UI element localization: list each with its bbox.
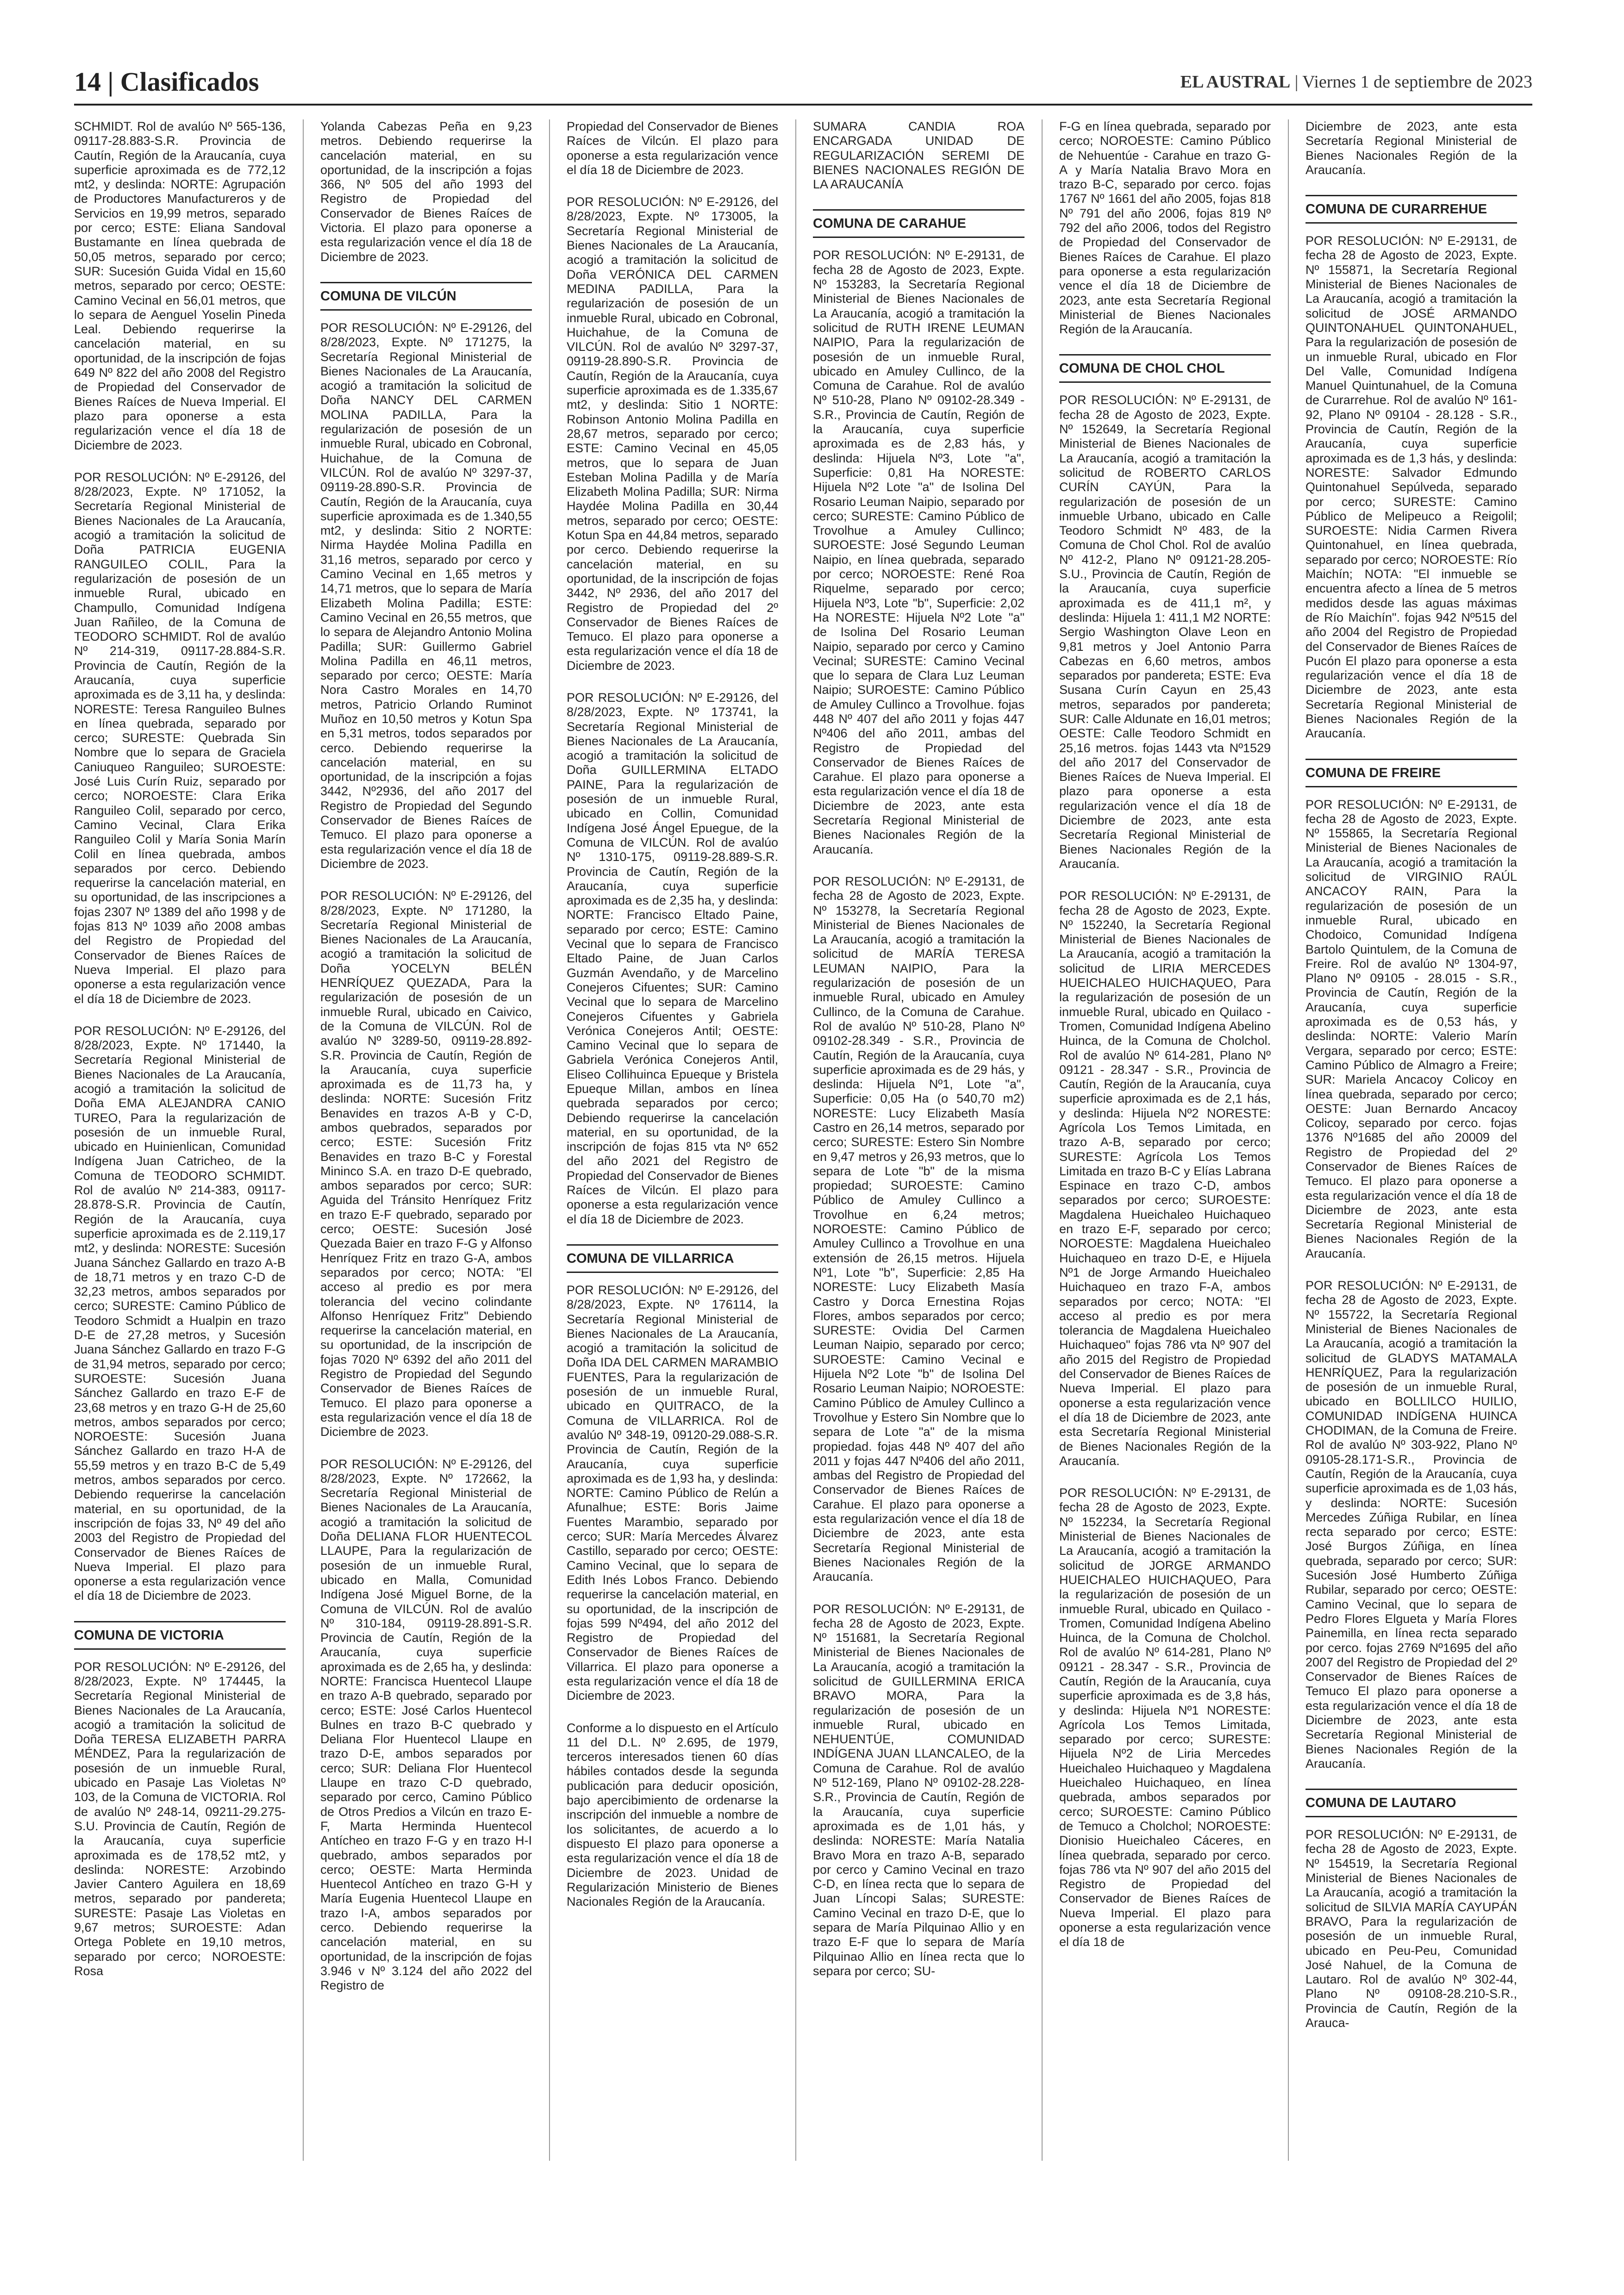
issue-date: Viernes 1 de septiembre de 2023 <box>1302 72 1532 92</box>
column-3 <box>567 119 778 2230</box>
column-6 <box>1305 119 1517 2230</box>
legal-notice: POR RESOLUCIÓN: Nº E-29131, de fecha 28 de Agosto de 2023, Expte. Nº 155871, la Secretaría Regional Ministerial de Bienes Nacionales de La Araucanía, acogió a tramitación la solicitud de JOSÉ ARMANDO QUINTONAHUEL QUINTONAHUEL, Para la regularización de posesión de un inmueble Rural, ubicado en Flor Del Valle, Comunidad Indígena Manuel Quintunahuel, de la Comuna de Curarrehue. Rol de avalúo Nº 161-92, Plano Nº 09104 - 28.128 - S.R., Provincia de Cautín, Región de la Araucanía, cuya superficie aproximada es de 1,3 hás, y deslinda: NORESTE: Salvador Edmundo Quintonahuel Sepúlveda, separado por cerco; SURESTE: Camino Público de Melipeuco a Reigolil; SUROESTE: Nidia Carmen Rivera Quintonahuel, en línea quebrada, separado por cerco; NOROESTE: Río Maichín; NOTA: "El inmueble se encuentra afecto a línea de 5 metros medidos desde las aguas máximas de Río Maichín". fojas 942 Nº515 del año 2004 del Registro de Propiedad del Conservador de Bienes Raíces de Pucón El plazo para oponerse a esta regularización vence el día 18 de Diciembre de 2023, ante esta Secretaría Regional Ministerial de Bienes Nacionales Región de la Araucanía. <box>1305 234 1517 741</box>
column-divider <box>1288 119 1289 2161</box>
commune-heading: COMUNA DE VICTORIA <box>74 1621 286 1650</box>
column-4 <box>813 119 1024 2230</box>
legal-notice: POR RESOLUCIÓN: Nº E-29131, de fecha 28 de Agosto de 2023, Expte. Nº 152649, la Secretaría Regional Ministerial de Bienes Nacionales de La Araucanía, acogió a tramitación la solicitud de ROBERTO CARLOS CURÍN CAYÚN, Para la regularización de posesión de un inmueble Urbano, ubicado en Calle Teodoro Schmidt Nº 483, de la Comuna de Chol Chol. Rol de avalúo Nº 412-2, Plano Nº 09121-28.205-S.U., Provincia de Cautín, Región de la Araucanía, cuya superficie aproximada es de 411,1 m², y deslinda: Hijuela 1: 411,1 M2 NORTE: Sergio Washington Olave Leon en 9,81 metros y Joel Antonio Parra Cabezas en 6,60 metros, ambos separados por pandereta; ESTE: Eva Susana Curín Cayun en 25,43 metros, separados por pandereta; SUR: Calle Aldunate en 16,01 metros; OESTE: Calle Teodoro Schmidt en 25,16 metros. fojas 1443 vta Nº1529 del año 2017 del Conservador de Bienes Raíces de Nueva Imperial. El plazo para oponerse a esta regularización vence el día 18 de Diciembre de 2023, ante esta Secretaría Regional Ministerial de Bienes Nacionales Región de la Araucanía. <box>1059 393 1271 871</box>
legal-notice: SUMARA CANDIA ROA ENCARGADA UNIDAD DE REGULARIZACIÓN SEREMI DE BIENES NACIONALES REGIÓN DE LA ARAUCANÍA <box>813 119 1024 192</box>
header-rule <box>74 104 1532 106</box>
legal-notice: Propiedad del Conservador de Bienes Raíces de Vilcún. El plazo para oponerse a esta regularización vence el día 18 de Diciembre de 2023. <box>567 119 778 177</box>
legal-notice: POR RESOLUCIÓN: Nº E-29126, del 8/28/2023, Expte. Nº 172662, la Secretaría Regional Ministerial de Bienes Nacionales de La Araucanía, acogió a tramitación la solicitud de Doña DELIANA FLOR HUENTECOL LLAUPE, Para la regularización de posesión de un inmueble Rural, ubicado en Malla, Comunidad Indígena José Miguel Borne, de la Comuna de VILCÚN. Rol de avalúo Nº 310-184, 09119-28.891-S.R. Provincia de Cautín, Región de la Araucanía, cuya superficie aproximada es de 2,65 ha, y deslinda: NORTE: Francisca Huentecol Llaupe en trazo A-B quebrado, separado por cerco; ESTE: José Carlos Huentecol Bulnes en trazo B-C quebrado y Deliana Flor Huentecol Llaupe en trazo D-E, ambos separados por cerco; SUR: Deliana Flor Huentecol Llaupe en trazo C-D quebrado, separado por cerco, Camino Público de Otros Predios a Vilcún en trazo E-F, Marta Herminda Huentecol Antícheo en trazo F-G y en trazo H-I quebrado, ambos separados por cerco; OESTE: Marta Herminda Huentecol Antícheo en trazo G-H y María Eugenia Huentecol Llaupe en trazo I-A, ambos separados por cerco. Debiendo requerirse la cancelación material, en su oportunidad, de la inscripción de fojas 3.946 v Nº 3.124 del año 2022 del Registro de <box>320 1457 532 1993</box>
commune-heading: COMUNA DE CARAHUE <box>813 209 1024 238</box>
commune-heading: COMUNA DE CURARREHUE <box>1305 195 1517 224</box>
publication-info: EL AUSTRAL | Viernes 1 de septiembre de 2023 <box>1180 72 1532 92</box>
legal-notice: POR RESOLUCIÓN: Nº E-29131, de fecha 28 de Agosto de 2023, Expte. Nº 151681, la Secretaría Regional Ministerial de Bienes Nacionales de La Araucanía, acogió a tramitación la solicitud de GUILLERMINA ERICA BRAVO MORA, Para la regularización de posesión de un inmueble Rural, ubicado en NEHUENTÚE, COMUNIDAD INDÍGENA JUAN LLANCALEO, de la Comuna de Carahue. Rol de avalúo Nº 512-169, Plano Nº 09102-28.228-S.R., Provincia de Cautín, Región de la Araucanía, cuya superficie aproximada es de 1,01 hás, y deslinda: NORESTE: María Natalia Bravo Mora en trazo A-B, separado por cerco y Camino Vecinal en trazo C-D, en línea recta que lo separa de Juan Líncopi Salas; SURESTE: Camino Vecinal en trazo D-E, que lo separa de María Pilquinao Allio y en trazo E-F que lo separa de María Pilquinao Allio en línea recta que lo separa por cerco; SU- <box>813 1602 1024 1978</box>
legal-notice: POR RESOLUCIÓN: Nº E-29126, del 8/28/2023, Expte. Nº 173005, la Secretaría Regional Ministerial de Bienes Nacionales de La Araucanía, acogió a tramitación la solicitud de Doña VERÓNICA DEL CARMEN MEDINA PADILLA, Para la regularización de posesión de un inmueble Rural, ubicado en Cobronal, Huichahue, de la Comuna de VILCÚN. Rol de avalúo Nº 3297-37, 09119-28.890-S.R. Provincia de Cautín, Región de la Araucanía, cuya superficie aproximada es de 1.335,67 mt2, y deslinda: Sitio 1 NORTE: Robinson Antonio Molina Padilla en 28,67 metros, separado por cerco; ESTE: Camino Vecinal en 45,05 metros, que lo separa de Juan Esteban Molina Padilla y de María Elizabeth Molina Padilla; SUR: Nirma Haydée Molina Padilla en 30,44 metros, separado por cerco; OESTE: Kotun Spa en 44,84 metros, separado por cerco. Debiendo requerirse la cancelación material, en su oportunidad, de la inscripción de fojas 3442, Nº 2936, del año 2017 del Registro de Propiedad del 2º Conservador de Bienes Raíces de Temuco. El plazo para oponerse a esta regularización vence el día 18 de Diciembre de 2023. <box>567 195 778 673</box>
legal-notice: POR RESOLUCIÓN: Nº E-29131, de fecha 28 de Agosto de 2023, Expte. Nº 153283, la Secretaría Regional Ministerial de Bienes Nacionales de La Araucanía, acogió a tramitación la solicitud de RUTH IRENE LEUMAN NAIPIO, Para la regularización de posesión de un inmueble Rural, ubicado en Amuley Cullinco, de la Comuna de Carahue. Rol de avalúo Nº 510-28, Plano Nº 09102-28.349 - S.R., Provincia de Cautín, Región de la Araucanía, cuya superficie aproximada es de 2,83 hás, y deslinda: Hijuela Nº3, Lote "a", Superficie: 0,81 Ha NORESTE: Hijuela Nº2 Lote "a" de Isolina Del Rosario Leuman Naipio, separado por cerco; SURESTE: Camino Público de Trovolhue a Amuley Cullinco; SUROESTE: José Segundo Leuman Naipio, en línea quebrada, separado por cerco; NOROESTE: René Roa Riquelme, separado por cerco; Hijuela Nº3, Lote "b", Superficie: 2,02 Ha NORESTE: Hijuela Nº2 Lote "a" de Isolina Del Rosario Leuman Naipio, separado por cerco y Camino Vecinal; SURESTE: Camino Vecinal que lo separa de Clara Luz Leuman Naipio; SUROESTE: Camino Público de Amuley Cullinco a Trovolhue. fojas 448 Nº 407 del año 2011 y fojas 447 Nº406 del año 2011, ambas del Registro de Propiedad del Conservador de Bienes Raíces de Carahue. El plazo para oponerse a esta regularización vence el día 18 de Diciembre de 2023, ante esta Secretaría Regional Ministerial de Bienes Nacionales Región de la Araucanía. <box>813 248 1024 856</box>
legal-notice: POR RESOLUCIÓN: Nº E-29126, del 8/28/2023, Expte. Nº 171275, la Secretaría Regional Ministerial de Bienes Nacionales de La Araucanía, acogió a tramitación la solicitud de Doña NANCY DEL CARMEN MOLINA PADILLA, Para la regularización de posesión de un inmueble Rural, ubicado en Cobronal, Huichahue, de la Comuna de VILCÚN. Rol de avalúo Nº 3297-37, 09119-28.890-S.R. Provincia de Cautín, Región de la Araucanía, cuya superficie aproximada es de 1.340,55 mt2, y deslinda: Sitio 2 NORTE: Nirma Haydée Molina Padilla en 31,16 metros, separado por cerco y Camino Vecinal en 1,65 metros y 14,71 metros, que lo separa de María Elizabeth Molina Padilla; ESTE: Camino Vecinal en 26,55 metros, que lo separa de Alejandro Antonio Molina Padilla; SUR: Guillermo Gabriel Molina Padilla en 46,11 metros, separado por cerco; OESTE: María Nora Castro Morales en 14,70 metros, Patricio Orlando Ruminot Muñoz en 10,50 metros y Kotun Spa en 5,31 metros, todos separados por cerco. Debiendo requerirse la cancelación material, en su oportunidad, de la inscripción a fojas 3442, Nº2936, del año 2017 del Registro de Propiedad del Segundo Conservador de Bienes Raíces de Temuco. El plazo para oponerse a esta regularización vence el día 18 de Diciembre de 2023. <box>320 320 532 871</box>
legal-notice: POR RESOLUCIÓN: Nº E-29131, de fecha 28 de Agosto de 2023, Expte. Nº 152240, la Secretaría Regional Ministerial de Bienes Nacionales de La Araucanía, acogió a tramitación la solicitud de LIRIA MERCEDES HUEICHALEO HUICHAQUEO, Para la regularización de posesión de un inmueble Rural, ubicado en Quilaco - Tromen, Comunidad Indígena Abelino Huinca, de la Comuna de Cholchol. Rol de avalúo Nº 614-281, Plano Nº 09121 - 28.347 - S.R., Provincia de Cautín, Región de la Araucanía, cuya superficie aproximada es de 2,1 hás, y deslinda: Hijuela Nº2 NORESTE: Agrícola Los Temos Limitada, en trazo A-B, separado por cerco; SURESTE: Agrícola Los Temos Limitada en trazo B-C y Elías Labrana Espinace en trazo C-D, ambos separados por cerco; SUROESTE: Magdalena Hueichaleo Huichaqueo en trazo E-F, separado por cerco; NOROESTE: Magdalena Hueichaleo Huichaqueo en trazo D-E, e Hijuela Nº1 de Jorge Armando Hueichaleo Huichaqueo en trazo F-A, ambos separados por cerco; NOTA: "El acceso al predio es por mera tolerancia de Magdalena Hueichaleo Huichaqueo" fojas 786 vta Nº 907 del año 2015 del Registro de Propiedad del Conservador de Bienes Raíces de Nueva Imperial. El plazo para oponerse a esta regularización vence el día 18 de Diciembre de 2023, ante esta Secretaría Regional Ministerial de Bienes Nacionales Región de la Araucanía. <box>1059 889 1271 1468</box>
column-divider <box>1042 119 1043 2161</box>
legal-notice: POR RESOLUCIÓN: Nº E-29126, del 8/28/2023, Expte. Nº 173741, la Secretaría Regional Ministerial de Bienes Nacionales de La Araucanía, acogió a tramitación la solicitud de Doña GUILLERMINA ELTADO PAINE, Para la regularización de posesión de un inmueble Rural, ubicado en Collin, Comunidad Indígena José Ángel Epuegue, de la Comuna de VILCÚN. Rol de avalúo Nº 1310-175, 09119-28.889-S.R. Provincia de Cautín, Región de la Araucanía, cuya superficie aproximada es de 2,35 ha, y deslinda: NORTE: Francisco Eltado Paine, separado por cerco; ESTE: Camino Vecinal que lo separa de Francisco Eltado Paine, de Juan Carlos Guzmán Avendaño, y de Marcelino Conejeros Cifuentes; SUR: Camino Vecinal que lo separa de Marcelino Conejeros Cifuentes y Gabriela Verónica Conejeros Antil; OESTE: Camino Vecinal que lo separa de Gabriela Verónica Conejeros Antil, Eliseo Collihuinca Epueque y Bristela Epueque Millan, ambos en línea quebrada separados por cerco; Debiendo requerirse la cancelación material, en su oportunidad, de la inscripción de fojas 815 vta Nº 652 del año 2021 del Registro de Propiedad del Conservador de Bienes Raíces de Vilcún. El plazo para oponerse a esta regularización vence el día 18 de Diciembre de 2023. <box>567 690 778 1226</box>
section-title: Clasificados <box>120 67 259 97</box>
column-1 <box>74 119 286 2230</box>
commune-heading: COMUNA DE FREIRE <box>1305 759 1517 787</box>
column-divider <box>549 119 550 2161</box>
commune-heading: COMUNA DE VILLARRICA <box>567 1244 778 1273</box>
legal-notice: Yolanda Cabezas Peña en 9,23 metros. Debiendo requerirse la cancelación material, en su oportunidad, de la inscripción a fojas 366, Nº 505 del año 1993 del Registro de Propiedad del Conservador de Bienes Raíces de Victoria. El plazo para oponerse a esta regularización vence el día 18 de Diciembre de 2023. <box>320 119 532 264</box>
legal-notice: F-G en línea quebrada, separado por cerco; NOROESTE: Camino Público de Nehuentúe - Carahue en trazo G-A y María Natalia Bravo Mora en trazo B-C, separado por cerco. fojas 1767 Nº 1661 del año 2005, fojas 818 Nº 791 del año 2006, fojas 819 Nº 792 del año 2006, todos del Registro de Propiedad del Conservador de Bienes Raíces de Carahue. El plazo para oponerse a esta regularización vence el día 18 de Diciembre de 2023, ante esta Secretaría Regional Ministerial de Bienes Nacionales Región de la Araucanía. <box>1059 119 1271 337</box>
legal-notice: SCHMIDT. Rol de avalúo Nº 565-136, 09117-28.883-S.R. Provincia de Cautín, Región de la Araucanía, cuya superficie aproximada es de 772,12 mt2, y deslinda: NORTE: Agrupación de Productores Manufactureros y de Servicios en 19,99 metros, separado por cerco; ESTE: Eliana Sandoval Bustamante en línea quebrada de 50,05 metros, separado por cerco; SUR: Sucesión Guida Vidal en 15,60 metros, separado por cerco; OESTE: Camino Vecinal en 56,01 metros, que lo separa de Aenguel Yoselin Pineda Leal. Debiendo requerirse la cancelación material, en su oportunidad, de la inscripción de fojas 649 Nº 822 del año 2008 del Registro de Propiedad del Conservador de Bienes Raíces de Nueva Imperial. El plazo para oponerse a esta regularización vence el día 18 de Diciembre de 2023. <box>74 119 286 452</box>
legal-notice: POR RESOLUCIÓN: Nº E-29131, de fecha 28 de Agosto de 2023, Expte. Nº 155865, la Secretaría Regional Ministerial de Bienes Nacionales de La Araucanía, acogió a tramitación la solicitud de VIRGINIO RAÚL ANCACOY RAIN, Para la regularización de posesión de un inmueble Rural, ubicado en Chodoico, Comunidad Indígena Bartolo Quintulem, de la Comuna de Freire. Rol de avalúo Nº 1304-97, Plano Nº 09105 - 28.015 - S.R., Provincia de Cautín, Región de la Araucanía, cuya superficie aproximada es de 0,53 hás, y deslinda: NORTE: Valerio Marín Vergara, separado por cerco; ESTE: Camino Público de Almagro a Freire; SUR: Mariela Ancacoy Colicoy en línea quebrada, separado por cerco; OESTE: Juan Bernardo Ancacoy Colicoy, separado por cerco. fojas 1376 Nº1685 del año 20009 del Registro de Propiedad del 2º Conservador de Bienes Raíces de Temuco. El plazo para oponerse a esta regularización vence el día 18 de Diciembre de 2023, ante esta Secretaría Regional Ministerial de Bienes Nacionales Región de la Araucanía. <box>1305 797 1517 1260</box>
column-divider <box>795 119 796 2161</box>
column-2 <box>320 119 532 2230</box>
brand-name: EL AUSTRAL <box>1180 72 1291 92</box>
column-divider <box>303 119 304 2161</box>
legal-notice: POR RESOLUCIÓN: Nº E-29126, del 8/28/2023, Expte. Nº 174445, la Secretaría Regional Ministerial de Bienes Nacionales de La Araucanía, acogió a tramitación la solicitud de Doña TERESA ELIZABETH PARRA MÉNDEZ, Para la regularización de posesión de un inmueble Rural, ubicado en Pasaje Las Violetas Nº 103, de la Comuna de VICTORIA. Rol de avalúo Nº 248-14, 09211-29.275-S.U. Provincia de Cautín, Región de la Araucanía, cuya superficie aproximada es de 178,52 mt2, y deslinda: NORESTE: Arzobindo Javier Cantero Aguilera en 18,69 metros, separado por pandereta; SURESTE: Pasaje Las Violetas en 9,67 metros; SUROESTE: Adan Ortega Poblete en 19,10 metros, separado por cerco; NOROESTE: Rosa <box>74 1659 286 1978</box>
section-header: 14 | Clasificados <box>74 67 259 97</box>
commune-heading: COMUNA DE LAUTARO <box>1305 1789 1517 1817</box>
page-number: 14 <box>74 67 101 97</box>
legal-notice: POR RESOLUCIÓN: Nº E-29131, de fecha 28 de Agosto de 2023, Expte. Nº 155722, la Secretaría Regional Ministerial de Bienes Nacionales de La Araucanía, acogió a tramitación la solicitud de GLADYS MATAMALA HENRÍQUEZ, Para la regularización de posesión de un inmueble Rural, ubicado en BOLLILCO HUILIO, COMUNIDAD INDÍGENA HUINCA CHODIMAN, de la Comuna de Freire. Rol de avalúo Nº 303-922, Plano Nº 09105-28.171-S.R., Provincia de Cautín, Región de la Araucanía, cuya superficie aproximada es de 1,03 hás, y deslinda: NORTE: Sucesión Mercedes Zúñiga Rubilar, en línea recta separado por cerco; ESTE: José Burgos Zúñiga, en línea quebrada, separado por cerco; SUR: Sucesión José Humberto Zúñiga Rubilar, separado por cerco; OESTE: Camino Vecinal, que lo separa de Pedro Flores Elgueta y María Flores Painemilla, en línea recta separado por cerco. fojas 2769 Nº1695 del año 2007 del Registro de Propiedad del 2º Conservador de Bienes Raíces de Temuco El plazo para oponerse a esta regularización vence el día 18 de Diciembre de 2023, ante esta Secretaría Regional Ministerial de Bienes Nacionales Región de la Araucanía. <box>1305 1278 1517 1771</box>
legal-notice: Conforme a lo dispuesto en el Artículo 11 del D.L. Nº 2.695, de 1979, terceros interesados tienen 60 días hábiles contados desde la segunda publicación para deducir oposición, bajo apercibimiento de ordenarse la inscripción del inmueble a nombre de los solicitantes, de acuerdo a lo dispuesto El plazo para oponerse a esta regularización vence el día 18 de Diciembre de 2023. Unidad de Regularización Ministerio de Bienes Nacionales Región de la Araucanía. <box>567 1721 778 1909</box>
legal-notice: Diciembre de 2023, ante esta Secretaría Regional Ministerial de Bienes Nacionales Región de la Araucanía. <box>1305 119 1517 177</box>
column-5 <box>1059 119 1271 2230</box>
legal-notice: POR RESOLUCIÓN: Nº E-29131, de fecha 28 de Agosto de 2023, Expte. Nº 153278, la Secretaría Regional Ministerial de Bienes Nacionales de La Araucanía, acogió a tramitación la solicitud de MARÍA TERESA LEUMAN NAIPIO, Para la regularización de posesión de un inmueble Rural, ubicado en Amuley Cullinco, de la Comuna de Carahue. Rol de avalúo Nº 510-28, Plano Nº 09102-28.349 - S.R., Provincia de Cautín, Región de la Araucanía, cuya superficie aproximada es de 29 hás, y deslinda: Hijuela Nº1, Lote "a", Superficie: 0,05 Ha (o 540,70 m2) NORESTE: Lucy Elizabeth Masía Castro en 26,14 metros, separado por cerco; SURESTE: Estero Sin Nombre en 9,47 metros y 26,93 metros, que lo separa de Lote "b" de la misma propiedad; SUROESTE: Camino Público de Amuley Cullinco a Trovolhue en 6,24 metros; NOROESTE: Camino Público de Amuley Cullinco a Trovolhue en una extensión de 26,15 metros. Hijuela Nº1, Lote "b", Superficie: 2,85 Ha NORESTE: Lucy Elizabeth Masía Castro y Dorca Ernestina Rojas Flores, ambos separados por cerco; SURESTE: Ovidia Del Carmen Leuman Naipio, separado por cerco; SUROESTE: Camino Vecinal e Hijuela Nº2 Lote "b" de Isolina Del Rosario Leuman Naipio; NOROESTE: Camino Público de Amuley Cullinco a Trovolhue y Estero Sin Nombre que lo separa de Lote "a" de la misma propiedad. fojas 448 Nº 407 del año 2011 y fojas 447 Nº406 del año 2011, ambas del Registro de Propiedad del Conservador de Bienes Raíces de Carahue. El plazo para oponerse a esta regularización vence el día 18 de Diciembre de 2023, ante esta Secretaría Regional Ministerial de Bienes Nacionales Región de la Araucanía. <box>813 874 1024 1584</box>
legal-notice: POR RESOLUCIÓN: Nº E-29131, de fecha 28 de Agosto de 2023, Expte. Nº 154519, la Secretaría Regional Ministerial de Bienes Nacionales de La Araucanía, acogió a tramitación la solicitud de SILVIA MARÍA CAYUPÁN BRAVO, Para la regularización de posesión de un inmueble Rural, ubicado en Peu-Peu, Comunidad José Nahuel, de la Comuna de Lautaro. Rol de avalúo Nº 302-44, Plano Nº 09108-28.210-S.R., Provincia de Cautín, Región de la Arauca- <box>1305 1827 1517 2030</box>
legal-notice: POR RESOLUCIÓN: Nº E-29126, del 8/28/2023, Expte. Nº 171440, la Secretaría Regional Ministerial de Bienes Nacionales de La Araucanía, acogió a tramitación la solicitud de Doña EMA ALEJANDRA CANIO TUREO, Para la regularización de posesión de un inmueble Rural, ubicado en Huinienlican, Comunidad Indígena Juan Catricheo, de la Comuna de TEODORO SCHMIDT. Rol de avalúo Nº 214-383, 09117-28.878-S.R. Provincia de Cautín, Región de la Araucanía, cuya superficie aproximada es de 2.119,17 mt2, y deslinda: NORESTE: Sucesión Juana Sánchez Gallardo en trazo A-B de 18,71 metros y en trazo C-D de 32,23 metros, ambos separados por cerco; SURESTE: Camino Público de Teodoro Schmidt a Hualpin en trazo D-E de 27,28 metros, y Sucesión Juana Sánchez Gallardo en trazo F-G de 31,94 metros, separado por cerco; SUROESTE: Sucesión Juana Sánchez Gallardo en trazo E-F de 23,68 metros y en trazo G-H de 25,60 metros, ambos separados por cerco; NOROESTE: Sucesión Juana Sánchez Gallardo en trazo H-A de 55,59 metros y en trazo B-C de 5,49 metros, ambos separados por cerco. Debiendo requerirse la cancelación material, en su oportunidad, de la inscripción de fojas 33, Nº 49 del año 2003 del Registro de Propiedad del Conservador de Bienes Raíces de Nueva Imperial. El plazo para oponerse a esta regularización vence el día 18 de Diciembre de 2023. <box>74 1023 286 1603</box>
commune-heading: COMUNA DE CHOL CHOL <box>1059 354 1271 383</box>
legal-notice: POR RESOLUCIÓN: Nº E-29126, del 8/28/2023, Expte. Nº 171052, la Secretaría Regional Ministerial de Bienes Nacionales de La Araucanía, acogió a tramitación la solicitud de Doña PATRICIA EUGENIA RANGUILEO COLIL, Para la regularización de posesión de un inmueble Rural, ubicado en Champullo, Comunidad Indígena Juan Rañileo, de la Comuna de TEODORO SCHMIDT. Rol de avalúo Nº 214-319, 09117-28.884-S.R. Provincia de Cautín, Región de la Araucanía, cuya superficie aproximada es de 3,11 ha, y deslinda: NORESTE: Teresa Ranguileo Bulnes en línea quebrada, separado por cerco; SURESTE: Quebrada Sin Nombre que lo separa de Graciela Caniuqueo Ranguileo; SUROESTE: José Luis Curín Ruiz, separado por cerco; NOROESTE: Clara Erika Ranguileo Colil, separado por cerco, Camino Vecinal, Clara Erika Ranguileo Colil y María Sonia Marín Colil en línea quebrada, ambos separados por cerco. Debiendo requerirse la cancelación material, en su oportunidad, de las inscripciones a fojas 2307 Nº 1389 del año 1998 y de fojas 813 Nº 1039 año 2008 ambas del Registro de Propiedad del Conservador de Bienes Raíces de Nueva Imperial. El plazo para oponerse a esta regularización vence el día 18 de Diciembre de 2023. <box>74 470 286 1006</box>
legal-notice: POR RESOLUCIÓN: Nº E-29126, del 8/28/2023, Expte. Nº 176114, la Secretaría Regional Ministerial de Bienes Nacionales de La Araucanía, acogió a tramitación la solicitud de Doña IDA DEL CARMEN MARAMBIO FUENTES, Para la regularización de posesión de un inmueble Rural, ubicado en QUITRACO, de la Comuna de VILLARRICA. Rol de avalúo Nº 348-19, 09120-29.088-S.R. Provincia de Cautín, Región de la Araucanía, cuya superficie aproximada es de 1,93 ha, y deslinda: NORTE: Camino Público de Relún a Afunalhue; ESTE: Boris Jaime Fuentes Marambio, separado por cerco; SUR: María Mercedes Álvarez Castillo, separado por cerco; OESTE: Camino Vecinal, que lo separa de Edith Inés Lobos Franco. Debiendo requerirse la cancelación material, en su oportunidad, de la inscripción de fojas 599 Nº494, del año 2012 del Registro de Propiedad del Conservador de Bienes Raíces de Villarrica. El plazo para oponerse a esta regularización vence el día 18 de Diciembre de 2023. <box>567 1283 778 1703</box>
commune-heading: COMUNA DE VILCÚN <box>320 282 532 311</box>
legal-notice: POR RESOLUCIÓN: Nº E-29131, de fecha 28 de Agosto de 2023, Expte. Nº 152234, la Secretaría Regional Ministerial de Bienes Nacionales de La Araucanía, acogió a tramitación la solicitud de JORGE ARMANDO HUEICHALEO HUICHAQUEO, Para la regularización de posesión de un inmueble Rural, ubicado en Quilaco - Tromen, Comunidad Indígena Abelino Huinca, de la Comuna de Cholchol. Rol de avalúo Nº 614-281, Plano Nº 09121 - 28.347 - S.R., Provincia de Cautín, Región de la Araucanía, cuya superficie aproximada es de 3,8 hás, y deslinda: Hijuela Nº1 NORESTE: Agrícola Los Temos Limitada, separado por cerco; SURESTE: Hijuela Nº2 de Liria Mercedes Hueichaleo Huichaqueo y Magdalena Hueichaleo Huichaqueo, en línea quebrada, ambos separados por cerco; SUROESTE: Camino Público de Temuco a Cholchol; NOROESTE: Dionisio Hueichaleo Cáceres, en línea quebrada, separado por cerco. fojas 786 vta Nº 907 del año 2015 del Registro de Propiedad del Conservador de Bienes Raíces de Nueva Imperial. El plazo para oponerse a esta regularización vence el día 18 de <box>1059 1486 1271 1949</box>
classifieds-columns <box>74 119 1532 2230</box>
masthead <box>74 66 1532 98</box>
legal-notice: POR RESOLUCIÓN: Nº E-29126, del 8/28/2023, Expte. Nº 171280, la Secretaría Regional Ministerial de Bienes Nacionales de La Araucanía, acogió a tramitación la solicitud de Doña YOCELYN BELÉN HENRÍQUEZ QUEZADA, Para la regularización de posesión de un inmueble Rural, ubicado en Caivico, de la Comuna de VILCÚN. Rol de avalúo Nº 3289-50, 09119-28.892-S.R. Provincia de Cautín, Región de la Araucanía, cuya superficie aproximada es de 11,73 ha, y deslinda: NORTE: Sucesión Fritz Benavides en trazos A-B y C-D, ambos quebrados, separados por cerco; ESTE: Sucesión Fritz Benavides en trazo B-C y Forestal Mininco S.A. en trazo D-E quebrado, ambos separados por cerco; SUR: Aguida del Tránsito Henríquez Fritz en trazo E-F quebrado, separado por cerco; OESTE: Sucesión José Quezada Baier en trazo F-G y Alfonso Henríquez Fritz en trazo G-A, ambos separados por cerco; NOTA: "El acceso al predio es por mera tolerancia del vecino colindante Alfonso Henríquez Fritz" Debiendo requerirse la cancelación material, en su oportunidad, de la inscripción de fojas 7020 Nº 6392 del año 2011 del Registro de Propiedad del Segundo Conservador de Bienes Raíces de Temuco. El plazo para oponerse a esta regularización vence el día 18 de Diciembre de 2023. <box>320 889 532 1439</box>
